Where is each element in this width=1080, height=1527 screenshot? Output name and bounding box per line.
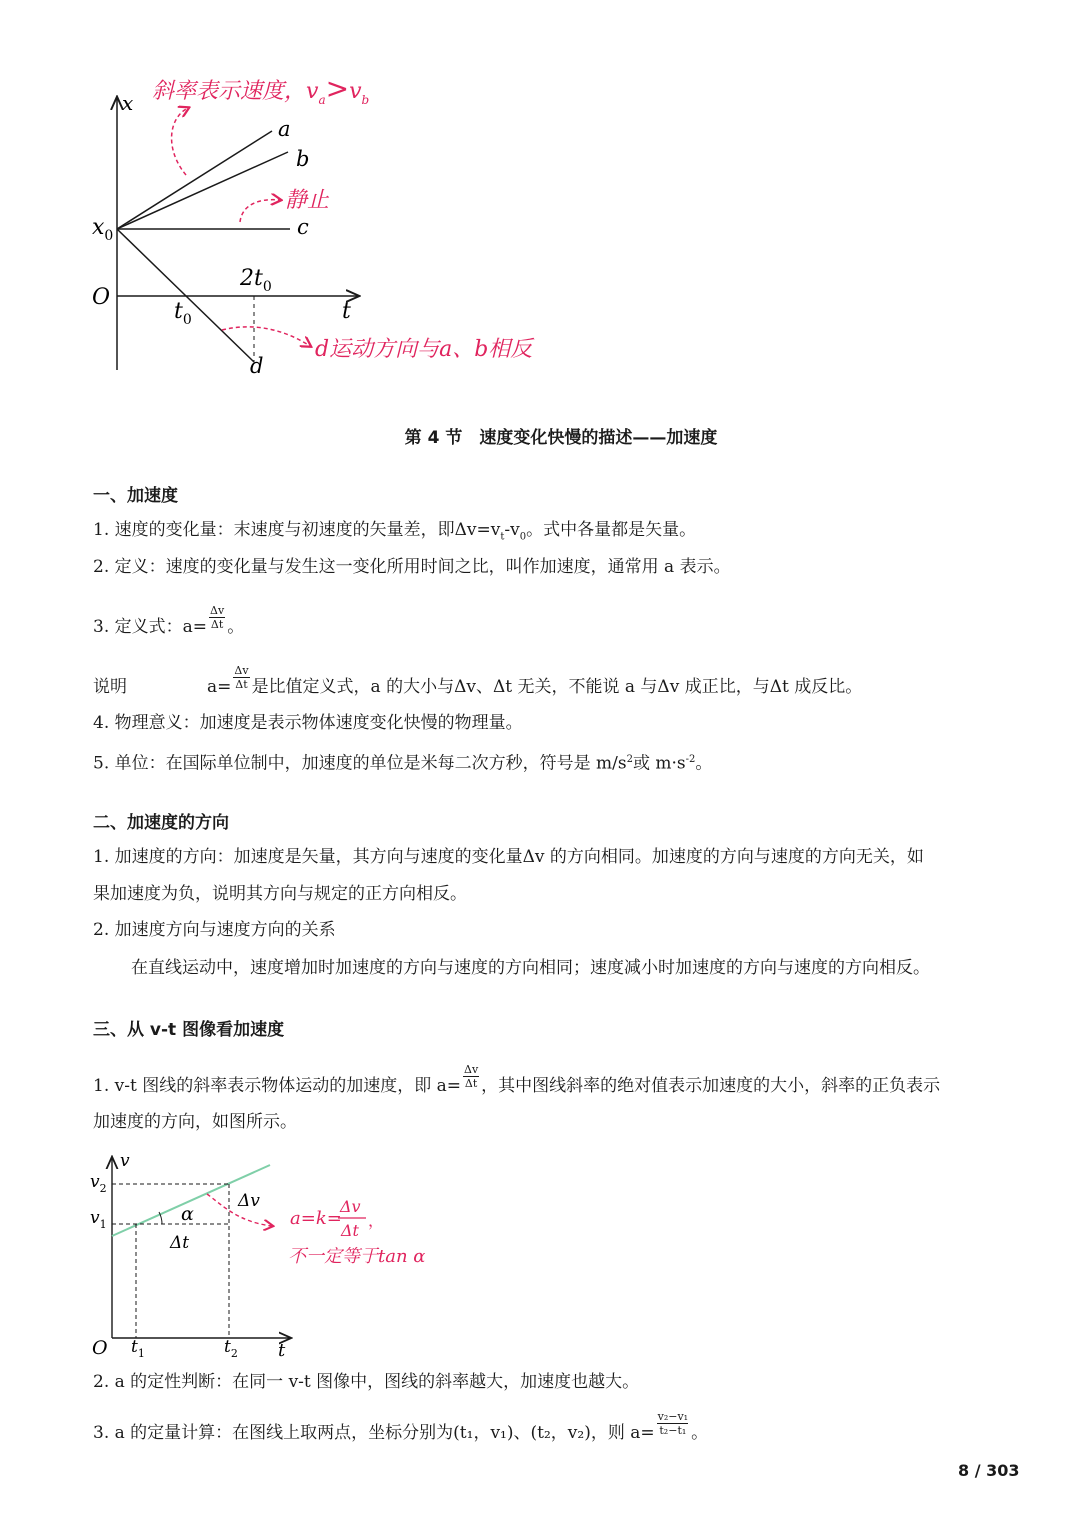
axis-v-label: v: [120, 1151, 130, 1171]
formula-comma: ，: [368, 1211, 385, 1230]
line-c-label: c: [297, 215, 309, 239]
dv-label: Δv: [238, 1191, 260, 1211]
note-label: 说明: [93, 677, 127, 697]
part2-item1-line2: 果加速度为负，说明其方向与规定的正方向相反。: [93, 884, 467, 904]
part1-item3: 3. 定义式：a= $\frac{\Delta v}{\Delta t}$ 。: [93, 604, 245, 637]
x0-label: $x_0$: [92, 215, 114, 244]
part3-item1: 1. v-t 图线的斜率表示物体运动的加速度，即 a= $\frac{\Delta v}{\Delta t}$ ，其中图线斜率的绝对值表示加速度的大小，斜率的正负表示: [93, 1063, 941, 1096]
formula-prefix: a=k=: [290, 1208, 342, 1229]
2t0-label: $2t_0$: [240, 266, 272, 295]
part3-item2: 2. a 的定性判断：在同一 v-t 图像中，图线的斜率越大，加速度也越大。: [93, 1372, 640, 1392]
part2-heading: 二、加速度的方向: [93, 813, 229, 833]
part1-note: 说明 a= $\frac{\Delta v}{\Delta t}$ 是比值定义式，a 的大小与Δv、Δt 无关，不能说 a 与Δv 成正比，与Δt 成反比。: [93, 664, 863, 697]
axis-t-label: t: [342, 299, 351, 324]
line-a: [117, 131, 272, 229]
t0-label: $t_0$: [174, 299, 192, 328]
t2-label: $t_2$: [224, 1337, 238, 1360]
dt-label: Δt: [170, 1233, 190, 1253]
part3-heading: 三、从 v-t 图像看加速度: [93, 1020, 285, 1040]
part1-item2: 2. 定义：速度的变化量与发生这一变化所用时间之比，叫作加速度，通常用 a 表示。: [93, 557, 731, 577]
alpha-label: α: [181, 1203, 194, 1225]
axis-x-label: x: [122, 91, 134, 115]
origin-label: O: [92, 285, 111, 310]
annotation-slope-arrow: [172, 108, 188, 175]
part2-item2: 2. 加速度方向与速度方向的关系: [93, 920, 336, 940]
page-number: 8 / 303: [958, 1461, 1020, 1480]
fraction-v-t: $\frac{\text{v₂−v₁}}{\text{t₂−t₁}}$: [657, 1410, 689, 1437]
formula-num: Δv: [340, 1197, 361, 1216]
annotation-slope: 斜率表示速度，$v_a>v_b$: [152, 72, 370, 107]
section-title: 第 4 节 速度变化快慢的描述——加速度: [404, 428, 718, 448]
fraction-dv-dt: $\frac{\Delta v}{\Delta t}$: [210, 604, 225, 631]
part3-item3: 3. a 的定量计算：在图线上取两点，坐标分别为(t₁，v₁)、(t₂，v₂)，则 a= $\frac{\text{v₂−v₁}}{\text{t₂−t₁}}$ 。: [93, 1410, 709, 1443]
fraction-dv-dt: $\frac{\Delta v}{\Delta t}$: [464, 1063, 479, 1090]
part3-item1-line2: 加速度的方向，如图所示。: [93, 1112, 297, 1132]
annotation-rest: 静止: [285, 188, 330, 213]
line-b: [117, 152, 288, 229]
part2-item2-body: 在直线运动中，速度增加时加速度的方向与速度的方向相同；速度减小时加速度的方向与速度的方向相反。: [131, 958, 930, 978]
line-a-label: a: [278, 117, 291, 141]
vt-graph-figure: [85, 1145, 465, 1365]
v2-label: $v_2$: [90, 1172, 107, 1195]
part1-item4: 4. 物理意义：加速度是表示物体速度变化快慢的物理量。: [93, 713, 523, 733]
line-d-label: d: [250, 354, 264, 378]
t1-label: $t_1$: [131, 1337, 145, 1360]
xt-graph-figure: [80, 70, 600, 390]
v1-label: $v_1$: [90, 1208, 107, 1231]
part1-item1: 1. 速度的变化量：末速度与初速度的矢量差，即$\Delta v=v_t-v_0$。式中各量都是矢量。: [93, 520, 697, 543]
fraction-dv-dt: $\frac{\Delta v}{\Delta t}$: [234, 664, 249, 691]
origin-label: O: [92, 1337, 108, 1359]
part1-heading: 一、加速度: [93, 486, 178, 506]
annotation-rest-arrow: [240, 200, 280, 222]
part1-item5: 5. 单位：在国际单位制中，加速度的单位是米每二次方秒，符号是 $m/s^2$或 $m\cdot s^{-2}$。: [93, 753, 713, 774]
formula-note: 不一定等于tan α: [288, 1246, 426, 1267]
annotation-d-direction: d运动方向与a、b相反: [315, 337, 533, 362]
axis-t-label: t: [278, 1340, 286, 1361]
line-b-label: b: [296, 147, 310, 171]
formula-den: Δt: [341, 1221, 359, 1240]
part2-item1-line1: 1. 加速度的方向：加速度是矢量，其方向与速度的变化量Δv 的方向相同。加速度的方向与速度的方向无关，如: [93, 847, 924, 867]
